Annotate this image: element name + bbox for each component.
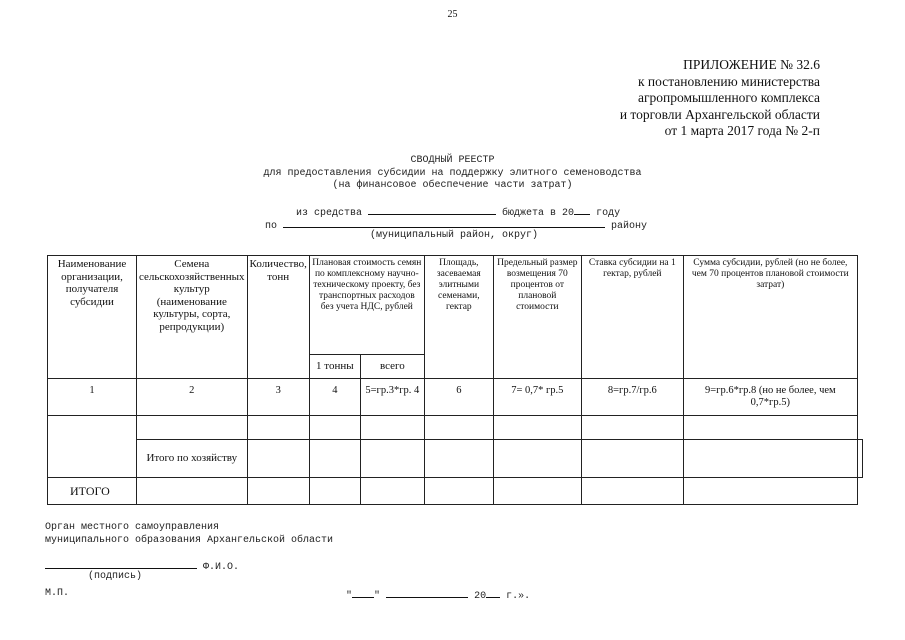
column-number: 5=гр.3*гр. 4 [360,379,424,416]
table-cell[interactable] [247,416,309,440]
table-cell[interactable] [137,478,248,505]
table-cell[interactable] [493,416,581,440]
column-number: 7= 0,7* гр.5 [493,379,581,416]
district-prefix: по [265,221,278,232]
header-planned-cost: Плановая стоимость семян по комплексному научно-техническому проекту, без транспортных расходов без учета НДС, рублей [309,256,424,355]
funds-line [296,205,620,219]
document-subtitle-note: (на финансовое обеспечение части затрат) [332,180,573,191]
header-rate: Ставка субсидии на 1 гектар, рублей [581,256,683,379]
stamp-label: М.П. [45,588,70,599]
table-cell[interactable] [48,416,137,478]
date-year-suffix: г.». [506,591,531,602]
column-number: 1 [48,379,137,416]
header-cost-per-ton: 1 тонны [309,355,360,379]
column-number: 6 [424,379,493,416]
date-year-prefix: 20 [474,591,487,602]
table-cell[interactable] [581,416,683,440]
table-cell[interactable] [360,440,424,478]
authority-line: муниципального образования Архангельской области [45,535,334,546]
table-cell[interactable] [309,478,360,505]
document-subtitle: для предоставления субсидии на поддержку элитного семеноводства [263,168,642,179]
column-number: 4 [309,379,360,416]
table-cell[interactable] [137,416,248,440]
table-cell[interactable] [683,478,857,505]
appendix-line: к постановлению министерства [637,73,820,89]
funds-mid: бюджета в 20 [502,208,575,219]
table-cell[interactable] [683,440,857,478]
table-cell[interactable] [493,440,581,478]
district-field[interactable] [283,218,605,228]
funds-suffix: году [596,208,621,219]
table-cell[interactable] [581,440,683,478]
fio-label: Ф.И.О. [203,562,240,573]
appendix-line: и торговли Архангельской области [619,106,820,122]
header-area: Площадь, засеваемая элитными семенами, гектар [424,256,493,379]
table-cell[interactable] [309,416,360,440]
table-cell[interactable] [424,440,493,478]
authority-line: Орган местного самоуправления [45,522,220,533]
date-day-field[interactable] [352,588,374,598]
appendix-title: ПРИЛОЖЕНИЕ № 32.6 [683,57,820,72]
table-cell[interactable] [247,440,309,478]
date-line [346,588,530,602]
appendix-line: агропромышленного комплекса [638,90,820,105]
register-table [47,255,863,505]
column-number: 9=гр.6*гр.8 (но не более, чем 0,7*гр.5) [683,379,857,416]
header-recipient: Наименование организации, получателя субсидии [48,256,137,379]
funds-prefix: из средства [296,208,363,219]
district-hint: (муниципальный район, округ) [370,230,539,241]
page-number: 25 [447,9,458,20]
total-label: ИТОГО [48,478,137,505]
subtotal-label: Итого по хозяйству [137,440,248,478]
district-suffix: району [611,221,648,232]
table-cell[interactable] [424,416,493,440]
table-cell[interactable] [424,478,493,505]
table-cell[interactable] [247,478,309,505]
header-cost-total: всего [360,355,424,379]
table-cell[interactable] [309,440,360,478]
table-cell[interactable] [360,416,424,440]
date-year-field[interactable] [486,588,500,598]
column-number: 3 [247,379,309,416]
table-cell[interactable] [581,478,683,505]
year-field[interactable] [574,205,590,215]
date-month-field[interactable] [386,588,468,598]
column-number: 2 [137,379,248,416]
column-number: 8=гр.7/гр.6 [581,379,683,416]
signature-line [45,559,239,573]
table-cell[interactable] [857,440,862,478]
date-open-quote: " [346,591,353,602]
table-cell[interactable] [360,478,424,505]
header-seeds: Семена сельскохозяйственных культур (наименование культуры, сорта, репродукции) [137,256,248,379]
table-cell[interactable] [493,478,581,505]
document-title: СВОДНЫЙ РЕЕСТР [410,155,495,166]
table-cell[interactable] [683,416,857,440]
header-subsidy-sum: Сумма субсидии, рублей (но не более, чем 70 процентов плановой стоимости затрат) [683,256,857,379]
funds-source-field[interactable] [368,205,496,215]
header-max-refund: Предельный размер возмещения 70 процентов от плановой стоимости [493,256,581,379]
header-quantity: Количество, тонн [247,256,309,379]
appendix-block [620,57,820,140]
date-close-quote: " [374,591,381,602]
signature-label: (подпись) [88,571,143,582]
appendix-line: от 1 марта 2017 года № 2-п [664,123,820,138]
signature-field[interactable] [45,559,197,569]
